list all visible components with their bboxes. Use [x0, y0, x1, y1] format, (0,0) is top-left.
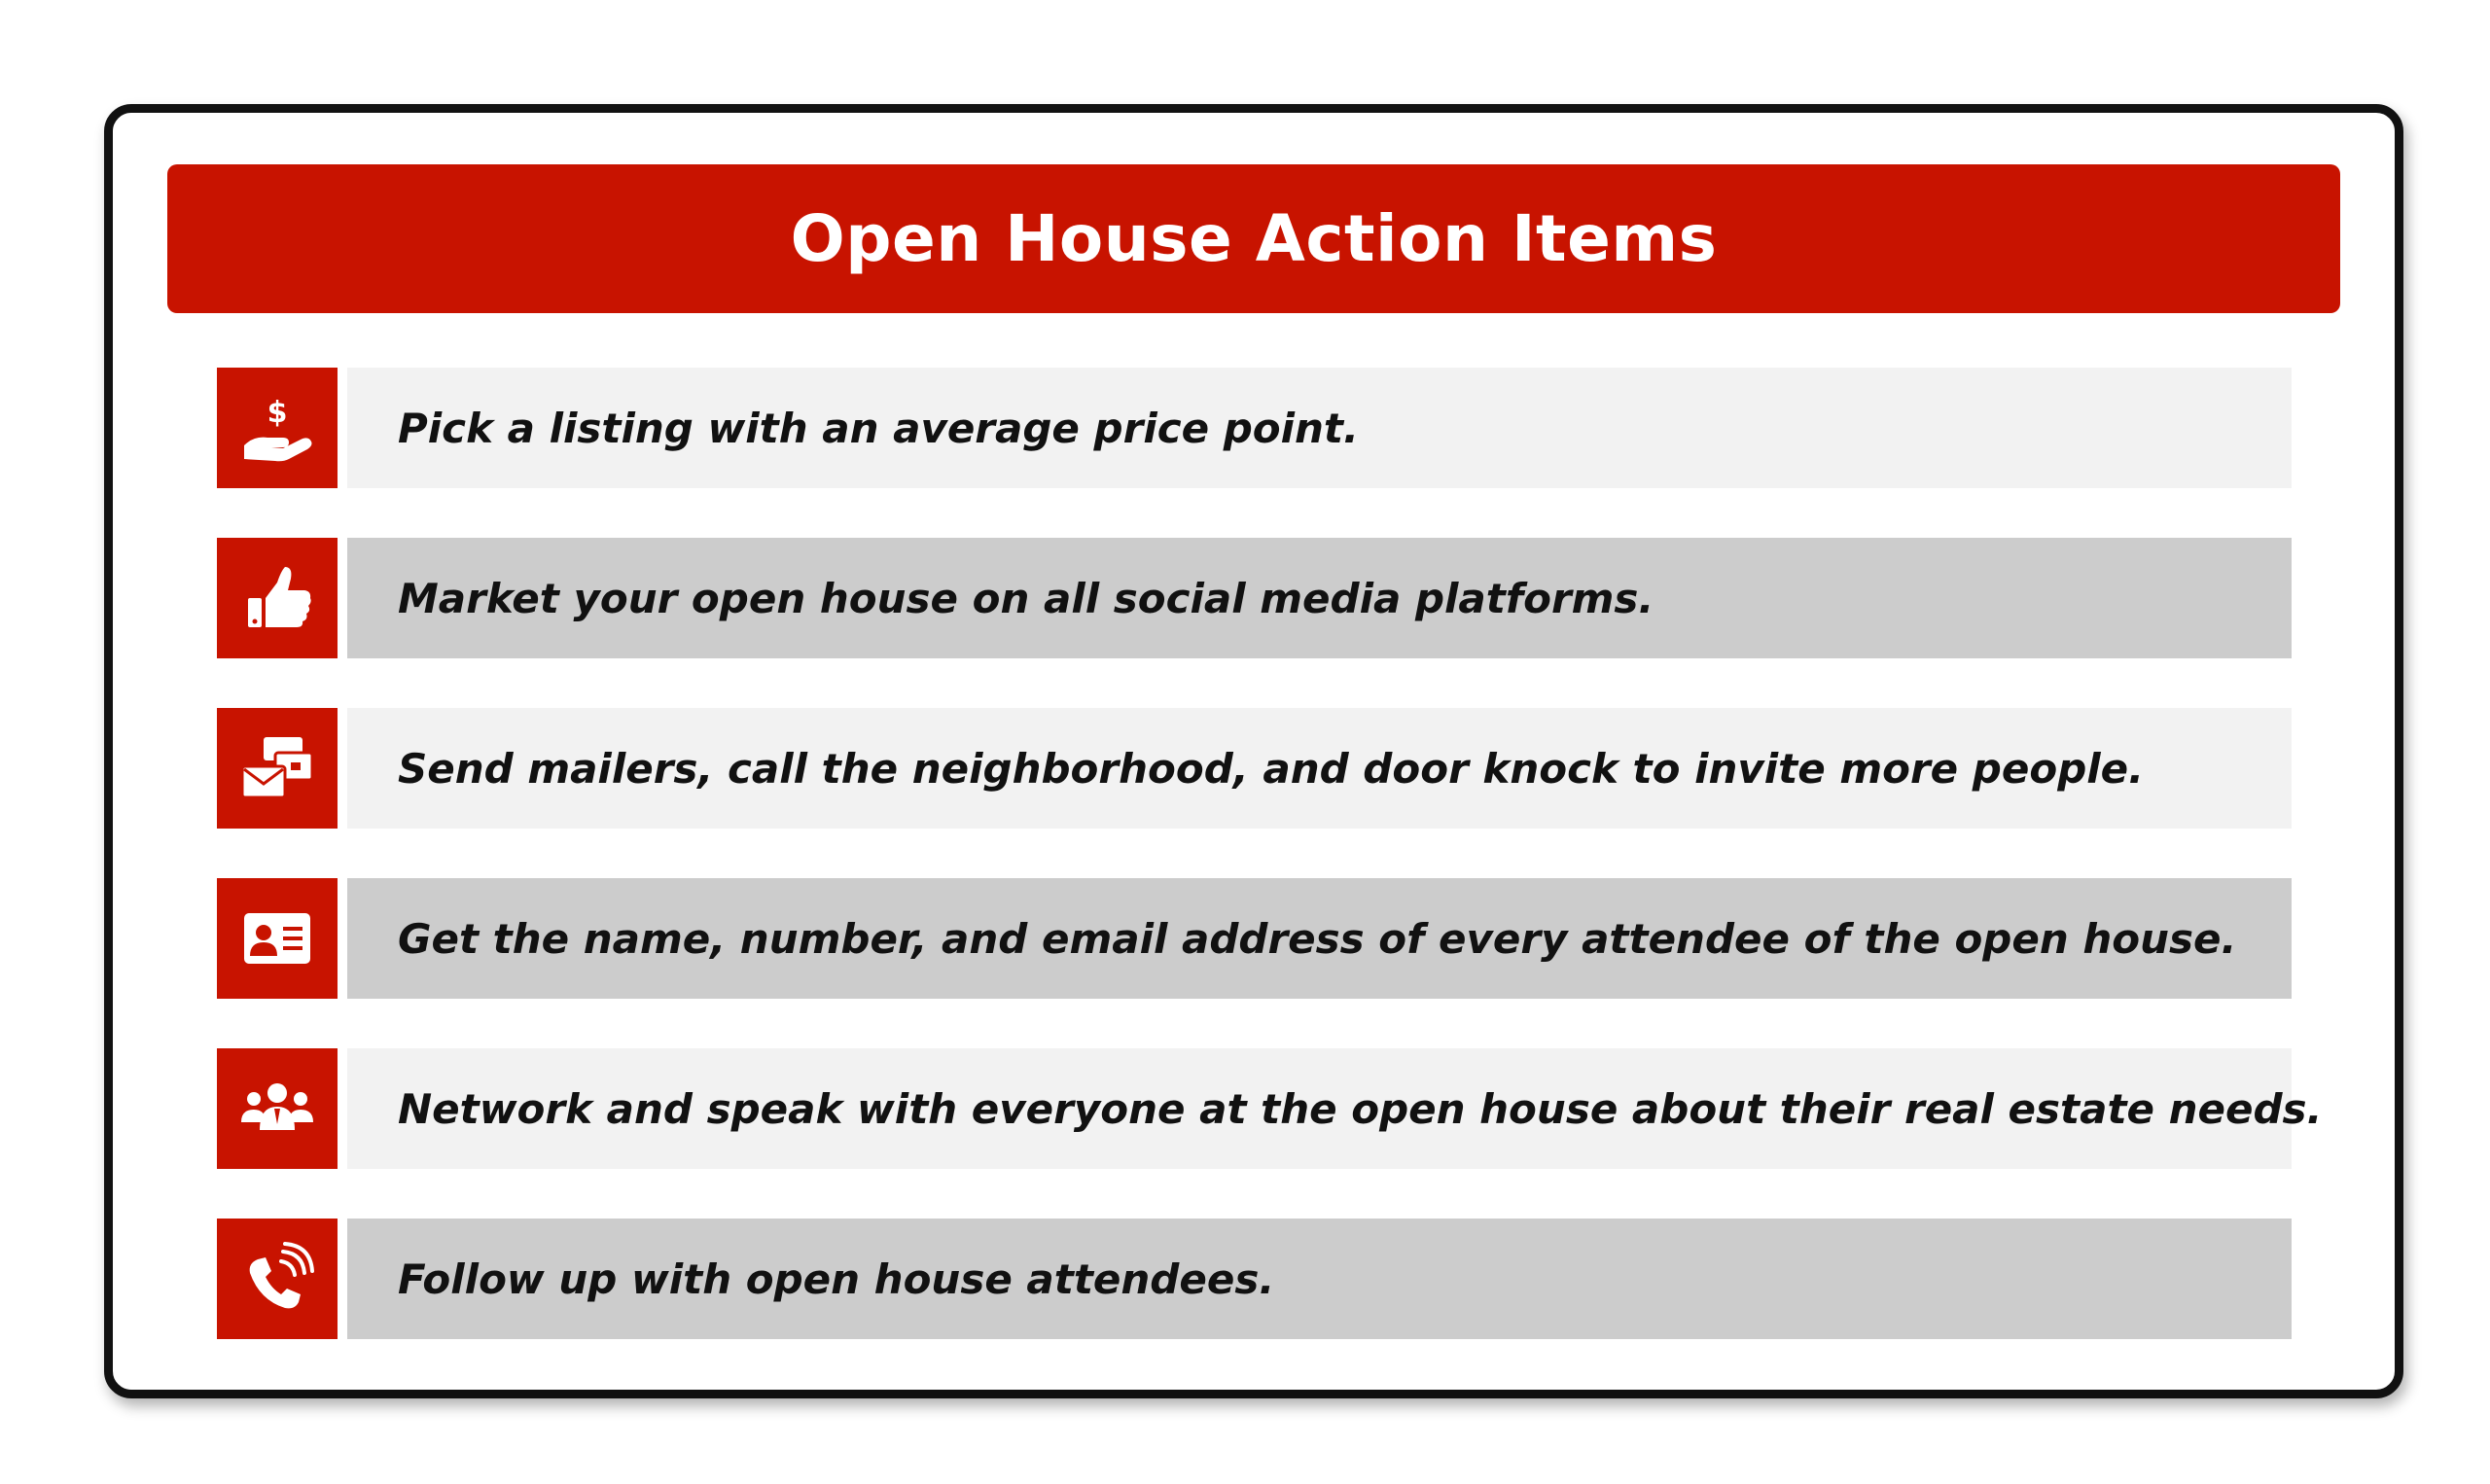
phone-ringing-icon: [217, 1219, 338, 1339]
item-text: Pick a listing with an average price point.: [398, 404, 1359, 452]
title-bar: [167, 164, 2340, 313]
item-text-box: [347, 368, 2292, 488]
group-people-icon: [217, 1048, 338, 1169]
list-item: [217, 708, 2292, 829]
item-text: Follow up with open house attendees.: [398, 1254, 1275, 1303]
action-items-card: [104, 104, 2403, 1398]
item-text: Send mailers, call the neighborhood, and door knock to invite more people.: [398, 744, 2145, 793]
list-item: [217, 538, 2292, 658]
hand-dollar-icon: [217, 368, 338, 488]
svg-text:$: $: [267, 396, 288, 430]
page-title: Open House Action Items: [790, 201, 1718, 276]
list-item: [217, 368, 2292, 488]
thumbs-up-icon: [217, 538, 338, 658]
list-item: [217, 1048, 2323, 1169]
item-text: Get the name, number, and email address of every attendee of the open house.: [398, 914, 2237, 963]
mail-cards-icon: [217, 708, 338, 829]
list-item: [217, 878, 2292, 999]
item-text-box: [347, 1048, 2323, 1169]
id-card-icon: [217, 878, 338, 999]
item-text-box: [347, 708, 2292, 829]
item-text-box: [347, 538, 2292, 658]
list-item: [217, 1219, 2292, 1339]
item-text-box: [347, 878, 2292, 999]
item-text: Network and speak with everyone at the open house about their real estate needs.: [398, 1084, 2323, 1133]
item-text-box: [347, 1219, 2292, 1339]
item-text: Market your open house on all social media platforms.: [398, 574, 1654, 622]
